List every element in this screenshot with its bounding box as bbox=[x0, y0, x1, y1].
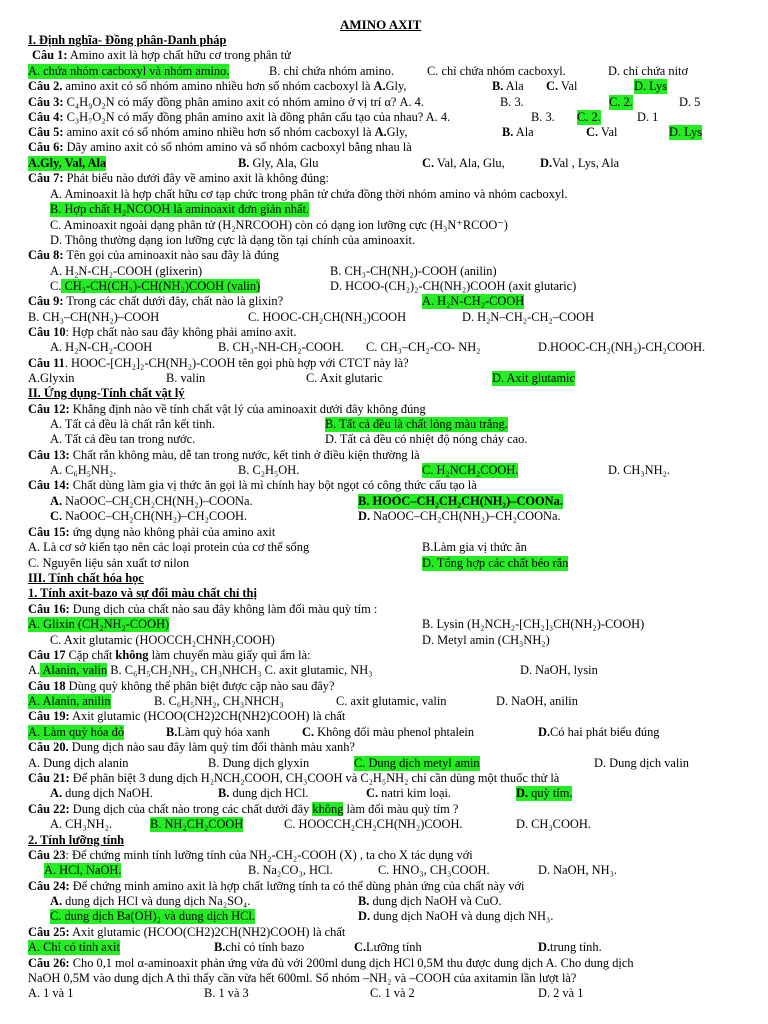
question-8: Câu 8: Tên gọi của aminoaxit nào sau đây là đúng bbox=[28, 248, 279, 262]
question-6: Câu 6: Dãy amino axit có số nhóm amino và số nhóm cacboxyl bằng nhau là bbox=[28, 140, 412, 154]
q12-option-d: D. Tất cả đều có nhiệt độ nóng chảy cao. bbox=[325, 432, 528, 446]
q6-option-a: A.Gly, Val, Ala bbox=[28, 156, 107, 170]
question-26: Câu 26: Cho 0,1 mol α-aminoaxit phản ứng vừa đủ với 200ml dung dịch HCl 0,5M thu được dung dịch A. Cho dung dịch bbox=[28, 956, 634, 970]
q26-option-b: B. 1 và 3 bbox=[204, 986, 249, 1000]
q1-option-a: A. chứa nhóm cacboxyl và nhóm amino. bbox=[28, 64, 230, 78]
question-1: Câu 1: Amino axit là hợp chất hữu cơ trong phân tử bbox=[32, 48, 291, 62]
q24-option-b: B. dung dịch NaOH và CuO. bbox=[358, 894, 502, 908]
q9-option-c: C. HOOC-CH₂CH(NH₂)COOH bbox=[248, 310, 407, 324]
q1-option-d: D. chỉ chứa nitơ bbox=[608, 64, 689, 78]
q20-option-b: B. Dung dịch glyxin bbox=[208, 756, 310, 770]
q25-option-a: A. Chỉ có tính axit bbox=[28, 940, 120, 954]
q16-option-d: D. Metyl amin (CH₃NH₂) bbox=[422, 633, 550, 647]
question-20: Câu 20. Dung dịch nào sau đây làm quỳ tím đổi thành màu xanh? bbox=[28, 740, 355, 754]
q11-option-d: D. Axit glutamic bbox=[492, 371, 575, 385]
q20-option-c: C. Dung dịch metyl amin bbox=[354, 756, 480, 770]
q11-option-b: B. valin bbox=[166, 371, 206, 385]
q22-option-b: B. NH₂CH₂COOH bbox=[150, 817, 244, 831]
q2-option-c: C. Val bbox=[546, 79, 578, 93]
q1-option-b: B. chỉ chứa nhóm amino. bbox=[269, 64, 395, 78]
q3-option-b: B. 3. bbox=[500, 95, 524, 109]
question-22: Câu 22: Dung dịch của chất nào trong các chất dưới đây không làm đổi màu quỳ tím ? bbox=[28, 802, 459, 816]
question-5: Câu 5: amino axit có số nhóm amino nhiều hơn số nhóm cacboxyl là A.Gly, bbox=[28, 125, 408, 139]
q19-option-d: D.Có hai phát biểu đúng bbox=[538, 725, 660, 739]
subsection-heading-2: 2. Tính lưỡng tính bbox=[28, 833, 125, 847]
q10-option-a: A. H₂N-CH₂-COOH bbox=[50, 340, 153, 354]
q17-options-abc: A. Alanin, valin B. C₆H₅CH₂NH₂, CH₃NHCH₃ C. axit glutamic, NH₃ bbox=[28, 663, 373, 677]
question-10: Câu 10: Hợp chất nào sau đây không phải amino axit. bbox=[28, 325, 297, 339]
q17-option-d: D. NaOH, lysin bbox=[520, 663, 598, 677]
q21-option-a: A. dung dịch NaOH. bbox=[50, 786, 153, 800]
q9-option-b: B. CH₃–CH(NH₂)–COOH bbox=[28, 310, 160, 324]
q6-option-c: C. Val, Ala, Glu, bbox=[422, 156, 505, 170]
q19-option-b: B.Làm quỳ hóa xanh bbox=[166, 725, 270, 739]
question-17: Câu 17 Cặp chất không làm chuyển màu giấy quì ẩm là: bbox=[28, 648, 311, 662]
q16-option-b: B. Lysin (H₂NCH₂-[CH₂]₃CH(NH₂)-COOH) bbox=[422, 617, 645, 631]
section-heading-1: I. Định nghĩa- Đồng phân-Danh pháp bbox=[28, 33, 227, 47]
q13-option-a: A. C₆H₅NH₂. bbox=[50, 463, 117, 477]
question-3: Câu 3: C₄H₉O₂N có mấy đồng phân amino axit có nhóm amino ở vị trí α? A. 4. bbox=[28, 95, 424, 109]
question-11: Câu 11. HOOC-[CH₂]₂-CH(NH₂)-COOH tên gọi phù hợp với CTCT này là? bbox=[28, 356, 409, 370]
q18-option-a: A. Alanin, anilin bbox=[28, 694, 111, 708]
q5-option-d: D. Lys bbox=[669, 125, 703, 139]
q21-option-d: D. quỳ tím. bbox=[516, 786, 573, 800]
question-12: Câu 12: Khẳng định nào về tính chất vật lý của aminoaxit dưới đây không đúng bbox=[28, 402, 426, 416]
q15-option-c: C. Nguyên liệu sản xuất tơ nilon bbox=[28, 556, 190, 570]
question-2: Câu 2. amino axit có số nhóm amino nhiều hơn số nhóm cacboxyl là A.Gly, bbox=[28, 79, 407, 93]
q22-option-a: A. CH₃NH₂. bbox=[50, 817, 112, 831]
q3-option-c: C. 2. bbox=[609, 95, 633, 109]
q19-option-c: C. Không đổi màu phenol phtalein bbox=[302, 725, 475, 739]
question-4: Câu 4: C₃H₇O₂N có mấy đồng phân amino axit là đồng phân cấu tạo của nhau? A. 4. bbox=[28, 110, 451, 124]
q16-option-a: A. Glixin (CH₂NH₂-COOH) bbox=[28, 617, 170, 631]
q14-option-b: B. HOOC–CH₂CH₂CH(NH₂)–COONa. bbox=[358, 494, 563, 508]
q23-option-a: A. HCl, NaOH. bbox=[44, 863, 122, 877]
q13-option-c: C. H₂NCH₂COOH. bbox=[422, 463, 519, 477]
subsection-heading-1: 1. Tính axit-bazo và sự đổi màu chất chỉ thị bbox=[28, 586, 257, 600]
q18-option-c: C. axit glutamic, valin bbox=[336, 694, 447, 708]
q20-option-a: A. Dung dịch alanin bbox=[28, 756, 129, 770]
q13-option-d: D. CH₃NH₂. bbox=[608, 463, 670, 477]
q12-option-b: B. Tất cả đều là chất lỏng màu trắng. bbox=[325, 417, 508, 431]
question-26-continued: NaOH 0,5M vào dung dịch A thì thấy cần vừa hết 600ml. Số nhóm –NH₂ và –COOH của axitamin lần lượt là? bbox=[28, 971, 577, 985]
q10-option-b: B. CH₃-NH-CH₂-COOH. bbox=[218, 340, 345, 354]
q24-option-c: C. dung dịch Ba(OH)₂ và dung dịch HCl. bbox=[50, 909, 255, 923]
question-16: Câu 16: Dung dịch của chất nào sau đây không làm đổi màu quỳ tím : bbox=[28, 602, 378, 616]
q9-option-d: D. H₂N–CH₂-CH₂–COOH bbox=[462, 310, 595, 324]
q25-option-c: C.Lưỡng tính bbox=[354, 940, 422, 954]
q21-option-c: C. natri kim loại. bbox=[366, 786, 451, 800]
q8-option-a: A. H₂N-CH₂-COOH (glixerin) bbox=[50, 264, 203, 278]
question-13: Câu 13: Chất rắn không màu, dễ tan trong nước, kết tinh ở điều kiện thường là bbox=[28, 448, 420, 462]
q6-option-d: D.Val , Lys, Ala bbox=[540, 156, 620, 170]
q15-option-b: B.Làm gia vị thức ăn bbox=[422, 540, 527, 554]
q8-option-d: D. HCOO-(CH₂)₂-CH(NH₂)COOH (axit glutaric) bbox=[330, 279, 577, 293]
q11-option-a: A.Glyxin bbox=[28, 371, 75, 385]
question-25: Câu 25: Axit glutamic (HCOO(CH2)2CH(NH2)COOH) là chất bbox=[28, 925, 346, 939]
q11-option-c: C. Axit glutaric bbox=[306, 371, 383, 385]
q24-option-a: A. dung dịch HCl và dung dịch Na₂SO₄. bbox=[50, 894, 251, 908]
q15-option-d: D. Tổng hợp các chất béo rắn bbox=[422, 556, 569, 570]
q18-option-b: B. C₆H₅NH₂, CH₃NHCH₃ bbox=[154, 694, 284, 708]
q23-option-b: B. Na₂CO₃, HCl. bbox=[248, 863, 333, 877]
q10-option-c: C. CH₃–CH₂-CO- NH₂ bbox=[366, 340, 481, 354]
question-24: Câu 24: Để chứng minh amino axit là hợp chất lưỡng tính ta có thể dùng phản ứng của chất này với bbox=[28, 879, 525, 893]
q24-option-d: D. dung dịch NaOH và dung dịch NH₃. bbox=[358, 909, 554, 923]
q19-option-a: A. Làm quỳ hóa đỏ bbox=[28, 725, 125, 739]
q5-option-c: C. Val bbox=[586, 125, 618, 139]
q6-option-b: B. Gly, Ala, Glu bbox=[238, 156, 319, 170]
q7-option-b: B. Hợp chất H₂NCOOH là aminoaxit đơn giản nhất. bbox=[50, 202, 309, 216]
q3-option-d: D. 5 bbox=[679, 95, 701, 109]
q4-option-d: D. 1 bbox=[637, 110, 659, 124]
section-heading-2: II. Ứng dụng-Tính chất vật lý bbox=[28, 386, 185, 400]
q14-option-a: A. NaOOC–CH₂CH₂CH(NH₂)–COONa. bbox=[50, 494, 253, 508]
question-9: Câu 9: Trong các chất dưới đây, chất nào là glixin? bbox=[28, 294, 284, 308]
question-19: Câu 19: Axit glutamic (HCOO(CH2)2CH(NH2)COOH) là chất bbox=[28, 709, 346, 723]
q13-option-b: B. C₂H₅OH. bbox=[238, 463, 300, 477]
q23-option-d: D. NaOH, NH₃. bbox=[538, 863, 617, 877]
q2-option-d: D. Lys bbox=[634, 79, 668, 93]
question-14: Câu 14: Chất dùng làm gia vị thức ăn gọi là mì chính hay bột ngọt có công thức cấu tạo là bbox=[28, 478, 477, 492]
q4-option-c: C. 2. bbox=[577, 110, 601, 124]
question-23: Câu 23: Để chứng minh tính lưỡng tính của NH₂-CH₂-COOH (X) , ta cho X tác dụng với bbox=[28, 848, 473, 862]
q7-option-c: C. Aminoaxit ngoài dạng phân tử (H₂NRCOOH) còn có dạng ion lưỡng cực (H₃N⁺RCOO⁻) bbox=[50, 218, 508, 232]
q5-option-b: B. Ala bbox=[502, 125, 534, 139]
question-7: Câu 7: Phát biểu nào dưới đây về amino axit là không đúng: bbox=[28, 171, 329, 185]
q9-option-a: A. H₂N-CH₂-COOH bbox=[422, 294, 525, 308]
q7-option-d: D. Thông thường dạng ion lưỡng cực là dạng tồn tại chính của aminoaxit. bbox=[50, 233, 416, 247]
q16-option-c: C. Axit glutamic (HOOCCH₂CHNH₂COOH) bbox=[50, 633, 275, 647]
q26-option-c: C. 1 và 2 bbox=[370, 986, 415, 1000]
q7-option-a: A. Aminoaxit là hợp chất hữu cơ tạp chức trong phân tử chứa đồng thời nhóm amino và nhóm cacboxyl. bbox=[50, 187, 568, 201]
q22-option-c: C. HOOCCH₂CH₂CH(NH₂)COOH. bbox=[284, 817, 463, 831]
question-15: Câu 15: ứng dụng nào không phải của amino axit bbox=[28, 525, 276, 539]
q20-option-d: D. Dung dịch valin bbox=[594, 756, 689, 770]
q8-option-c: C. CH₃-CH(CH₃)-CH(NH₂)COOH (valin) bbox=[50, 279, 261, 293]
q10-option-d: D.HOOC-CH₂(NH₂)-CH₂COOH. bbox=[538, 340, 706, 354]
question-21: Câu 21: Để phân biệt 3 dung dịch H₂NCH₂COOH, CH₃COOH và C₂H₅NH₂ chỉ cần dùng một thuốc thử là bbox=[28, 771, 560, 785]
page-title: AMINO AXIT bbox=[340, 17, 422, 32]
q25-option-b: B.chỉ có tính bazo bbox=[214, 940, 305, 954]
section-heading-3: III. Tính chất hóa học bbox=[28, 571, 144, 585]
q12-option-c: A. Tất cả đều tan trong nước. bbox=[50, 432, 196, 446]
q4-option-b: B. 3. bbox=[531, 110, 555, 124]
q8-option-b: B. CH₃-CH(NH₂)-COOH (anilin) bbox=[330, 264, 497, 278]
q2-option-b: B. Ala bbox=[492, 79, 524, 93]
q18-option-d: D. NaOH, anilin bbox=[496, 694, 578, 708]
q14-option-c: C. NaOOC–CH₂CH(NH₂)–CH₂COOH. bbox=[50, 509, 248, 523]
q14-option-d: D. NaOOC–CH₂CH(NH₂)–CH₂COONa. bbox=[358, 509, 561, 523]
q26-option-a: A. 1 và 1 bbox=[28, 986, 74, 1000]
question-18: Câu 18 Dùng quỳ không thể phân biệt được cặp nào sau đây? bbox=[28, 679, 335, 693]
q25-option-d: D.trung tính. bbox=[538, 940, 602, 954]
q15-option-a: A. Là cơ sở kiến tạo nên các loại protein của cơ thể sống bbox=[28, 540, 310, 554]
q23-option-c: C. HNO₃, CH₃COOH. bbox=[378, 863, 490, 877]
q21-option-b: B. dung dịch HCl. bbox=[218, 786, 309, 800]
q12-option-a: A. Tất cả đều là chất rắn kết tinh. bbox=[50, 417, 215, 431]
q22-option-d: D. CH₃COOH. bbox=[516, 817, 591, 831]
q26-option-d: D. 2 và 1 bbox=[538, 986, 584, 1000]
q1-option-c: C. chỉ chứa nhóm cacboxyl. bbox=[427, 64, 566, 78]
